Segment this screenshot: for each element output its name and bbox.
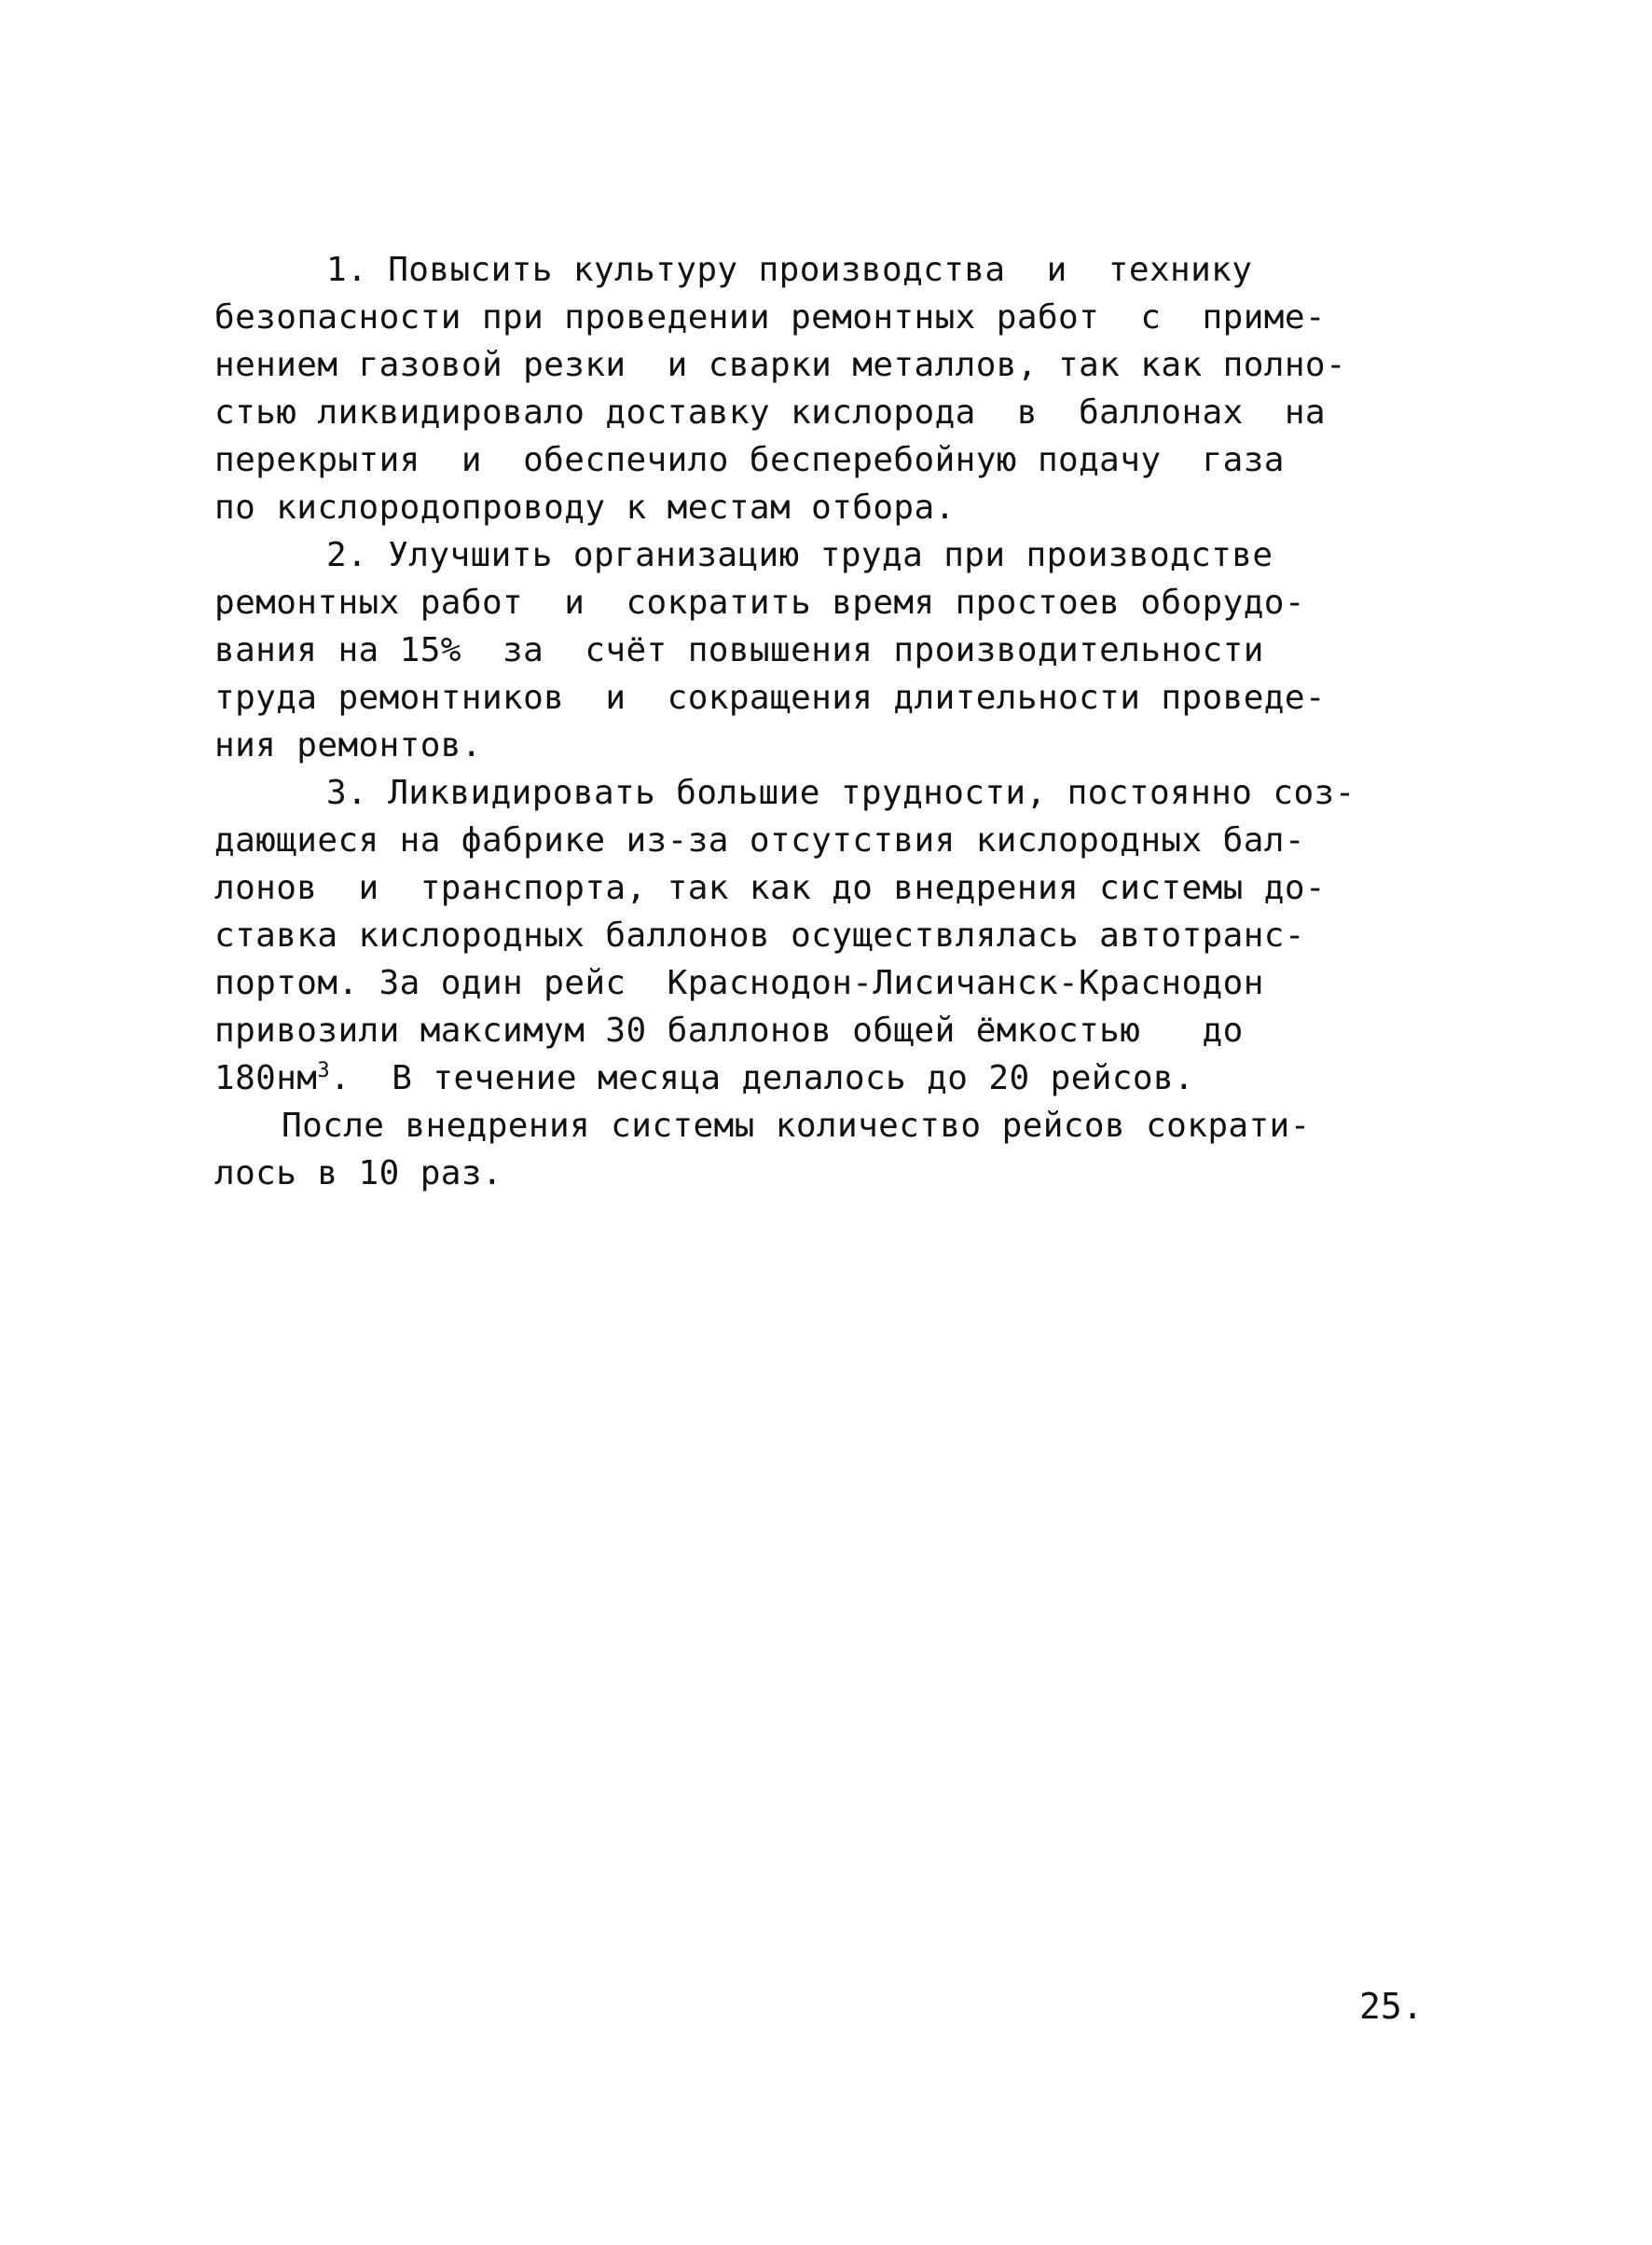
item-1-line-2: безопасности при проведении ремонтных работ с приме-: [214, 298, 1326, 337]
trips-sentence: . В течение месяца делалось до 20 рейсов.: [330, 1059, 1195, 1097]
closing-line-2: лось в 10 раз.: [214, 1154, 503, 1192]
item-1-line-1: 1. Повысить культуру производства и технику: [326, 251, 1253, 289]
item-3-line-3: лонов и транспорта, так как до внедрения системы до-: [214, 869, 1326, 907]
closing-line-1: После внедрения системы количество рейсов сократи-: [282, 1107, 1311, 1145]
page-number: 25.: [1359, 1986, 1424, 2027]
body-text: [214, 246, 1464, 1197]
item-3-line-6: привозили максимум 30 баллонов общей ёмкостью до: [214, 1012, 1244, 1050]
item-1-line-5: перекрытия и обеспечило бесперебойную подачу газа: [214, 441, 1285, 479]
volume-superscript: 3: [317, 1059, 331, 1082]
item-3-line-5: портом. За один рейс Краснодон-Лисичанск-Краснодон: [214, 964, 1264, 1002]
item-2-line-2: ремонтных работ и сократить время простоев оборудо-: [214, 584, 1305, 622]
volume-value: 180нм: [214, 1059, 318, 1097]
item-3-line-4: ставка кислородных баллонов осуществлялась автотранс-: [214, 916, 1305, 955]
item-2-line-1: 2. Улучшить организацию труда при производстве: [326, 536, 1273, 574]
item-3-line-2: дающиеся на фабрике из-за отсутствия кислородных бал-: [214, 821, 1305, 860]
item-3-line-1: 3. Ликвидировать большие трудности, постоянно соз-: [326, 774, 1356, 812]
item-2-line-5: ния ремонтов.: [214, 726, 482, 764]
item-3-line-7: [214, 1054, 1464, 1102]
item-1-line-6: по кислородопроводу к местам отбора.: [214, 489, 956, 527]
item-2-line-3: вания на 15% за счёт повышения производительности: [214, 631, 1264, 669]
item-1-line-3: нением газовой резки и сварки металлов, так как полно-: [214, 346, 1347, 384]
item-2-line-4: труда ремонтников и сокращения длительности проведе-: [214, 679, 1326, 717]
item-1-line-4: стью ликвидировало доставку кислорода в баллонах на: [214, 393, 1326, 432]
